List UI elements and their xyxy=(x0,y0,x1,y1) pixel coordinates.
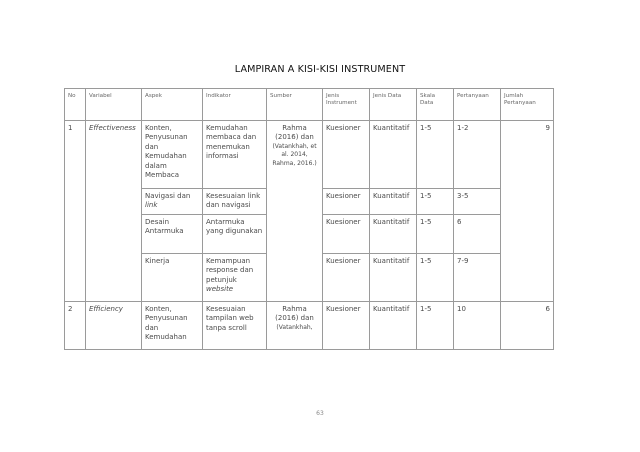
cell-jenis-data: Kuantitatif xyxy=(370,302,417,350)
sumber-main: Rahma (2016) dan xyxy=(275,124,314,142)
cell-jenis-instrument: Kuesioner xyxy=(323,215,370,254)
cell-jenis-data: Kuantitatif xyxy=(370,254,417,302)
cell-jumlah: 6 xyxy=(501,302,554,350)
row-no: 1 xyxy=(65,121,86,302)
header-skala-data: Skala Data xyxy=(417,89,454,121)
cell-skala: 1-5 xyxy=(417,254,454,302)
table-row xyxy=(65,121,554,189)
header-no: No xyxy=(65,89,86,121)
cell-aspek: Konten, Penyusunan dan Kemudahan xyxy=(142,302,203,350)
cell-pertanyaan: 6 xyxy=(454,215,501,254)
cell-indikator: Kesesuaian tampilan web tanpa scroll xyxy=(203,302,267,350)
header-indikator: Indikator xyxy=(203,89,267,121)
cell-jenis-instrument: Kuesioner xyxy=(323,189,370,215)
cell-sumber xyxy=(267,121,323,302)
cell-skala: 1-5 xyxy=(417,215,454,254)
cell-jenis-instrument: Kuesioner xyxy=(323,254,370,302)
cell-skala: 1-5 xyxy=(417,302,454,350)
header-jumlah-pertanyaan: Jumlah Pertanyaan xyxy=(501,89,554,121)
sumber-main: Rahma (2016) dan xyxy=(275,305,314,323)
row-no: 2 xyxy=(65,302,86,350)
cell-pertanyaan: 10 xyxy=(454,302,501,350)
cell-aspek: Desain Antarmuka xyxy=(142,215,203,254)
row-variabel: Efficiency xyxy=(86,302,142,350)
cell-indikator: Kemampuan response dan petunjuk website xyxy=(203,254,267,302)
header-aspek: Aspek xyxy=(142,89,203,121)
cell-skala: 1-5 xyxy=(417,189,454,215)
cell-pertanyaan: 7-9 xyxy=(454,254,501,302)
header-row xyxy=(65,89,554,121)
page-number: 63 xyxy=(316,410,324,417)
cell-pertanyaan: 1-2 xyxy=(454,121,501,189)
header-jenis-instrument: Jenis Instrument xyxy=(323,89,370,121)
cell-jenis-instrument: Kuesioner xyxy=(323,121,370,189)
cell-indikator: Kesesuaian link dan navigasi xyxy=(203,189,267,215)
cell-jenis-instrument: Kuesioner xyxy=(323,302,370,350)
cell-sumber xyxy=(267,302,323,350)
cell-aspek: Kinerja xyxy=(142,254,203,302)
kisi-kisi-table xyxy=(64,88,554,350)
header-variabel: Variabel xyxy=(86,89,142,121)
table-row xyxy=(65,302,554,350)
cell-aspek: Konten, Penyusunan dan Kemudahan dalam Membaca xyxy=(142,121,203,189)
cell-jumlah: 9 xyxy=(501,121,554,302)
row-variabel: Effectiveness xyxy=(86,121,142,302)
cell-skala: 1-5 xyxy=(417,121,454,189)
cell-aspek: Navigasi dan link xyxy=(142,189,203,215)
cell-pertanyaan: 3-5 xyxy=(454,189,501,215)
sumber-reference: (Vatankhah, xyxy=(276,323,313,331)
sumber-reference: (Vatankhah, et al. 2014, Rahma, 2016.) xyxy=(272,142,317,167)
page-title: LAMPIRAN A KISI-KISI INSTRUMENT xyxy=(234,64,406,75)
header-jenis-data: Jenis Data xyxy=(370,89,417,121)
cell-indikator: Antarmuka yang digunakan xyxy=(203,215,267,254)
header-pertanyaan: Pertanyaan xyxy=(454,89,501,121)
header-sumber: Sumber xyxy=(267,89,323,121)
cell-jenis-data: Kuantitatif xyxy=(370,189,417,215)
cell-jenis-data: Kuantitatif xyxy=(370,121,417,189)
cell-indikator: Kemudahan membaca dan menemukan informasi xyxy=(203,121,267,189)
cell-jenis-data: Kuantitatif xyxy=(370,215,417,254)
